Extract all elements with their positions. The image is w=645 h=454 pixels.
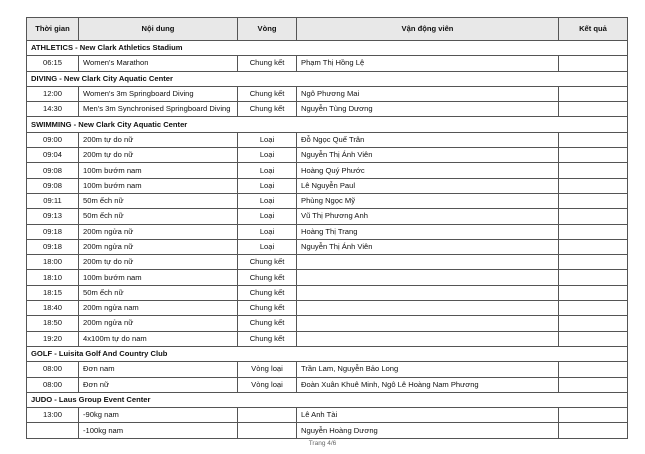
table-row [27,301,628,316]
result-cell [559,316,628,331]
table-row [27,224,628,239]
table-row [27,270,628,285]
event-cell: 100m bướm nam [79,163,238,178]
venue-title: JUDO - Laus Group Event Center [27,392,628,407]
athlete-cell: Nguyễn Thị Ánh Viên [297,239,559,254]
table-row [27,239,628,254]
athlete-cell: Đỗ Ngọc Quế Trân [297,132,559,147]
result-cell [559,102,628,117]
event-cell: Đơn nữ [79,377,238,392]
table-row [27,316,628,331]
athlete-cell: Nguyễn Hoàng Dương [297,423,559,438]
result-cell [559,224,628,239]
round-cell: Chung kết [238,301,297,316]
round-cell: Loại [238,239,297,254]
page-number: Trang 4/6 [308,440,337,447]
result-cell [559,193,628,208]
result-cell [559,163,628,178]
time-cell: 08:00 [27,377,79,392]
round-cell: Chung kết [238,270,297,285]
table-row [27,209,628,224]
event-cell: Women's Marathon [79,56,238,71]
athlete-cell: Lê Nguyễn Paul [297,178,559,193]
venue-row [27,41,628,56]
event-cell: Women's 3m Springboard Diving [79,86,238,101]
event-cell: 50m ếch nữ [79,285,238,300]
athlete-cell: Nguyễn Tùng Dương [297,102,559,117]
schedule-table [26,17,628,439]
time-cell: 12:00 [27,86,79,101]
result-cell [559,423,628,438]
table-row [27,86,628,101]
round-cell: Chung kết [238,255,297,270]
table-row [27,331,628,346]
result-cell [559,377,628,392]
time-cell: 18:50 [27,316,79,331]
venue-row [27,117,628,132]
round-cell: Chung kết [238,56,297,71]
athlete-cell: Vũ Thị Phương Anh [297,209,559,224]
header-time: Thời gian [27,18,79,41]
round-cell: Vòng loại [238,377,297,392]
event-cell: 50m ếch nữ [79,209,238,224]
time-cell: 13:00 [27,408,79,423]
round-cell: Chung kết [238,86,297,101]
venue-row [27,71,628,86]
result-cell [559,178,628,193]
table-row [27,56,628,71]
event-cell: Đơn nam [79,362,238,377]
athlete-cell [297,301,559,316]
time-cell: 09:08 [27,163,79,178]
time-cell: 06:15 [27,56,79,71]
time-cell: 18:00 [27,255,79,270]
event-cell: 200m ngửa nữ [79,239,238,254]
result-cell [559,132,628,147]
round-cell [238,423,297,438]
round-cell: Chung kết [238,316,297,331]
time-cell: 09:13 [27,209,79,224]
table-row [27,193,628,208]
table-row [27,362,628,377]
time-cell: 09:18 [27,239,79,254]
table-row [27,408,628,423]
result-cell [559,239,628,254]
athlete-cell: Ngô Phương Mai [297,86,559,101]
event-cell: -90kg nam [79,408,238,423]
event-cell: 200m ngửa nam [79,301,238,316]
result-cell [559,255,628,270]
time-cell: 08:00 [27,362,79,377]
table-row [27,132,628,147]
table-row [27,285,628,300]
round-cell: Loại [238,148,297,163]
round-cell: Chung kết [238,331,297,346]
result-cell [559,301,628,316]
athlete-cell: Phạm Thị Hồng Lệ [297,56,559,71]
table-row [27,163,628,178]
round-cell: Chung kết [238,102,297,117]
athlete-cell: Nguyễn Thị Ánh Viên [297,148,559,163]
venue-row [27,346,628,361]
event-cell: 200m ngửa nữ [79,224,238,239]
venue-row [27,392,628,407]
venue-title: SWIMMING - New Clark City Aquatic Center [27,117,628,132]
time-cell: 14:30 [27,102,79,117]
round-cell: Loại [238,163,297,178]
time-cell: 09:00 [27,132,79,147]
table-row [27,102,628,117]
event-cell: 200m ngửa nữ [79,316,238,331]
round-cell: Chung kết [238,285,297,300]
round-cell: Vòng loại [238,362,297,377]
table-row [27,148,628,163]
time-cell: 18:15 [27,285,79,300]
time-cell: 19:20 [27,331,79,346]
result-cell [559,86,628,101]
time-cell: 09:04 [27,148,79,163]
result-cell [559,270,628,285]
event-cell: Men's 3m Synchronised Springboard Diving [79,102,238,117]
table-row [27,423,628,438]
event-cell: 200m tự do nữ [79,255,238,270]
athlete-cell: Đoàn Xuân Khuê Minh, Ngô Lê Hoàng Nam Phương [297,377,559,392]
event-cell: -100kg nam [79,423,238,438]
header-round: Vòng [238,18,297,41]
table-header-row [27,18,628,41]
result-cell [559,362,628,377]
athlete-cell: Hoàng Quý Phước [297,163,559,178]
athlete-cell: Lê Anh Tài [297,408,559,423]
round-cell [238,408,297,423]
header-event: Nội dung [79,18,238,41]
event-cell: 4x100m tự do nam [79,331,238,346]
time-cell: 09:11 [27,193,79,208]
event-cell: 200m tự do nữ [79,148,238,163]
event-cell: 200m tự do nữ [79,132,238,147]
result-cell [559,285,628,300]
athlete-cell [297,255,559,270]
time-cell: 09:08 [27,178,79,193]
table-row [27,178,628,193]
time-cell: 18:10 [27,270,79,285]
event-cell: 50m ếch nữ [79,193,238,208]
athlete-cell [297,316,559,331]
schedule-body [27,41,628,439]
venue-title: DIVING - New Clark City Aquatic Center [27,71,628,86]
table-row [27,255,628,270]
athlete-cell [297,285,559,300]
result-cell [559,209,628,224]
header-athlete: Vận động viên [297,18,559,41]
round-cell: Loại [238,224,297,239]
result-cell [559,408,628,423]
round-cell: Loại [238,209,297,224]
event-cell: 100m bướm nam [79,270,238,285]
result-cell [559,148,628,163]
round-cell: Loại [238,132,297,147]
result-cell [559,56,628,71]
time-cell: 09:18 [27,224,79,239]
athlete-cell: Phùng Ngọc Mỹ [297,193,559,208]
round-cell: Loại [238,178,297,193]
result-cell [559,331,628,346]
athlete-cell: Hoàng Thị Trang [297,224,559,239]
venue-title: GOLF - Luisita Golf And Country Club [27,346,628,361]
time-cell: 18:40 [27,301,79,316]
athlete-cell [297,270,559,285]
athlete-cell [297,331,559,346]
event-cell: 100m bướm nam [79,178,238,193]
table-row [27,377,628,392]
athlete-cell: Trần Lam, Nguyễn Bảo Long [297,362,559,377]
round-cell: Loại [238,193,297,208]
venue-title: ATHLETICS - New Clark Athletics Stadium [27,41,628,56]
time-cell [27,423,79,438]
header-result: Kết quả [559,18,628,41]
